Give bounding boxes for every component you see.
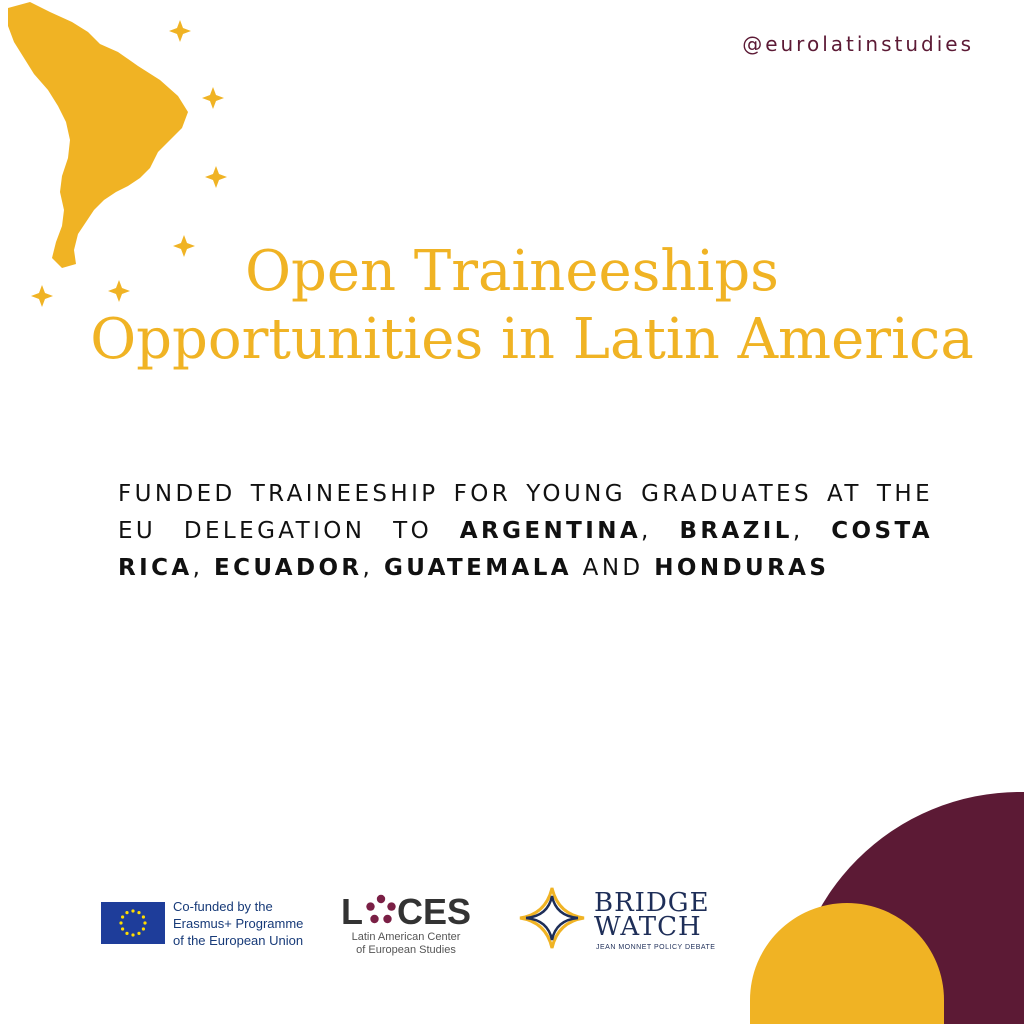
country-honduras: HONDURAS <box>654 555 830 581</box>
country-ecuador: ECUADOR <box>214 555 363 581</box>
svg-text:L: L <box>341 891 363 932</box>
svg-text:CES: CES <box>397 891 472 932</box>
country-brazil: BRAZIL <box>679 518 793 544</box>
loces-sub-line: Latin American Center <box>351 931 461 943</box>
description-text <box>118 476 933 587</box>
country-guatemala: GUATEMALA <box>383 555 572 581</box>
country-argentina: ARGENTINA <box>459 518 642 544</box>
separator: , <box>641 518 680 544</box>
eu-text-line: Erasmus+ Programme <box>173 916 304 931</box>
bridgewatch-title-1: BRIDGE <box>594 888 710 918</box>
description-intro: FUNDED TRAINEESHIP FOR YOUNG GRADUATES AT THE EU DELEGATION TO <box>118 481 933 544</box>
page-title-line-1: Open Traineeships <box>245 239 779 304</box>
bridgewatch-subtitle: JEAN MONNET POLICY DEBATE <box>596 944 716 951</box>
separator: , <box>792 518 832 544</box>
eu-flag-icon <box>101 902 165 944</box>
social-handle: @eurolatinstudies <box>742 32 974 56</box>
eu-cofunded-text <box>173 898 303 949</box>
separator: , <box>362 555 384 581</box>
loces-logo <box>341 890 481 932</box>
and-word: AND <box>571 555 655 581</box>
separator: , <box>192 555 214 581</box>
bridgewatch-mark-icon <box>516 882 588 954</box>
country-costa-rica: COSTA RICA <box>118 518 933 581</box>
eu-text-line: Co-funded by the <box>173 899 273 914</box>
loces-star-icon <box>366 895 395 923</box>
bridgewatch-title-2: WATCH <box>594 912 702 942</box>
loces-subtitle <box>343 931 469 957</box>
loces-sub-line: of European Studies <box>356 944 456 956</box>
page-title-line-2: Opportunities in Latin America <box>90 307 974 372</box>
eu-text-line: of the European Union <box>173 933 304 948</box>
